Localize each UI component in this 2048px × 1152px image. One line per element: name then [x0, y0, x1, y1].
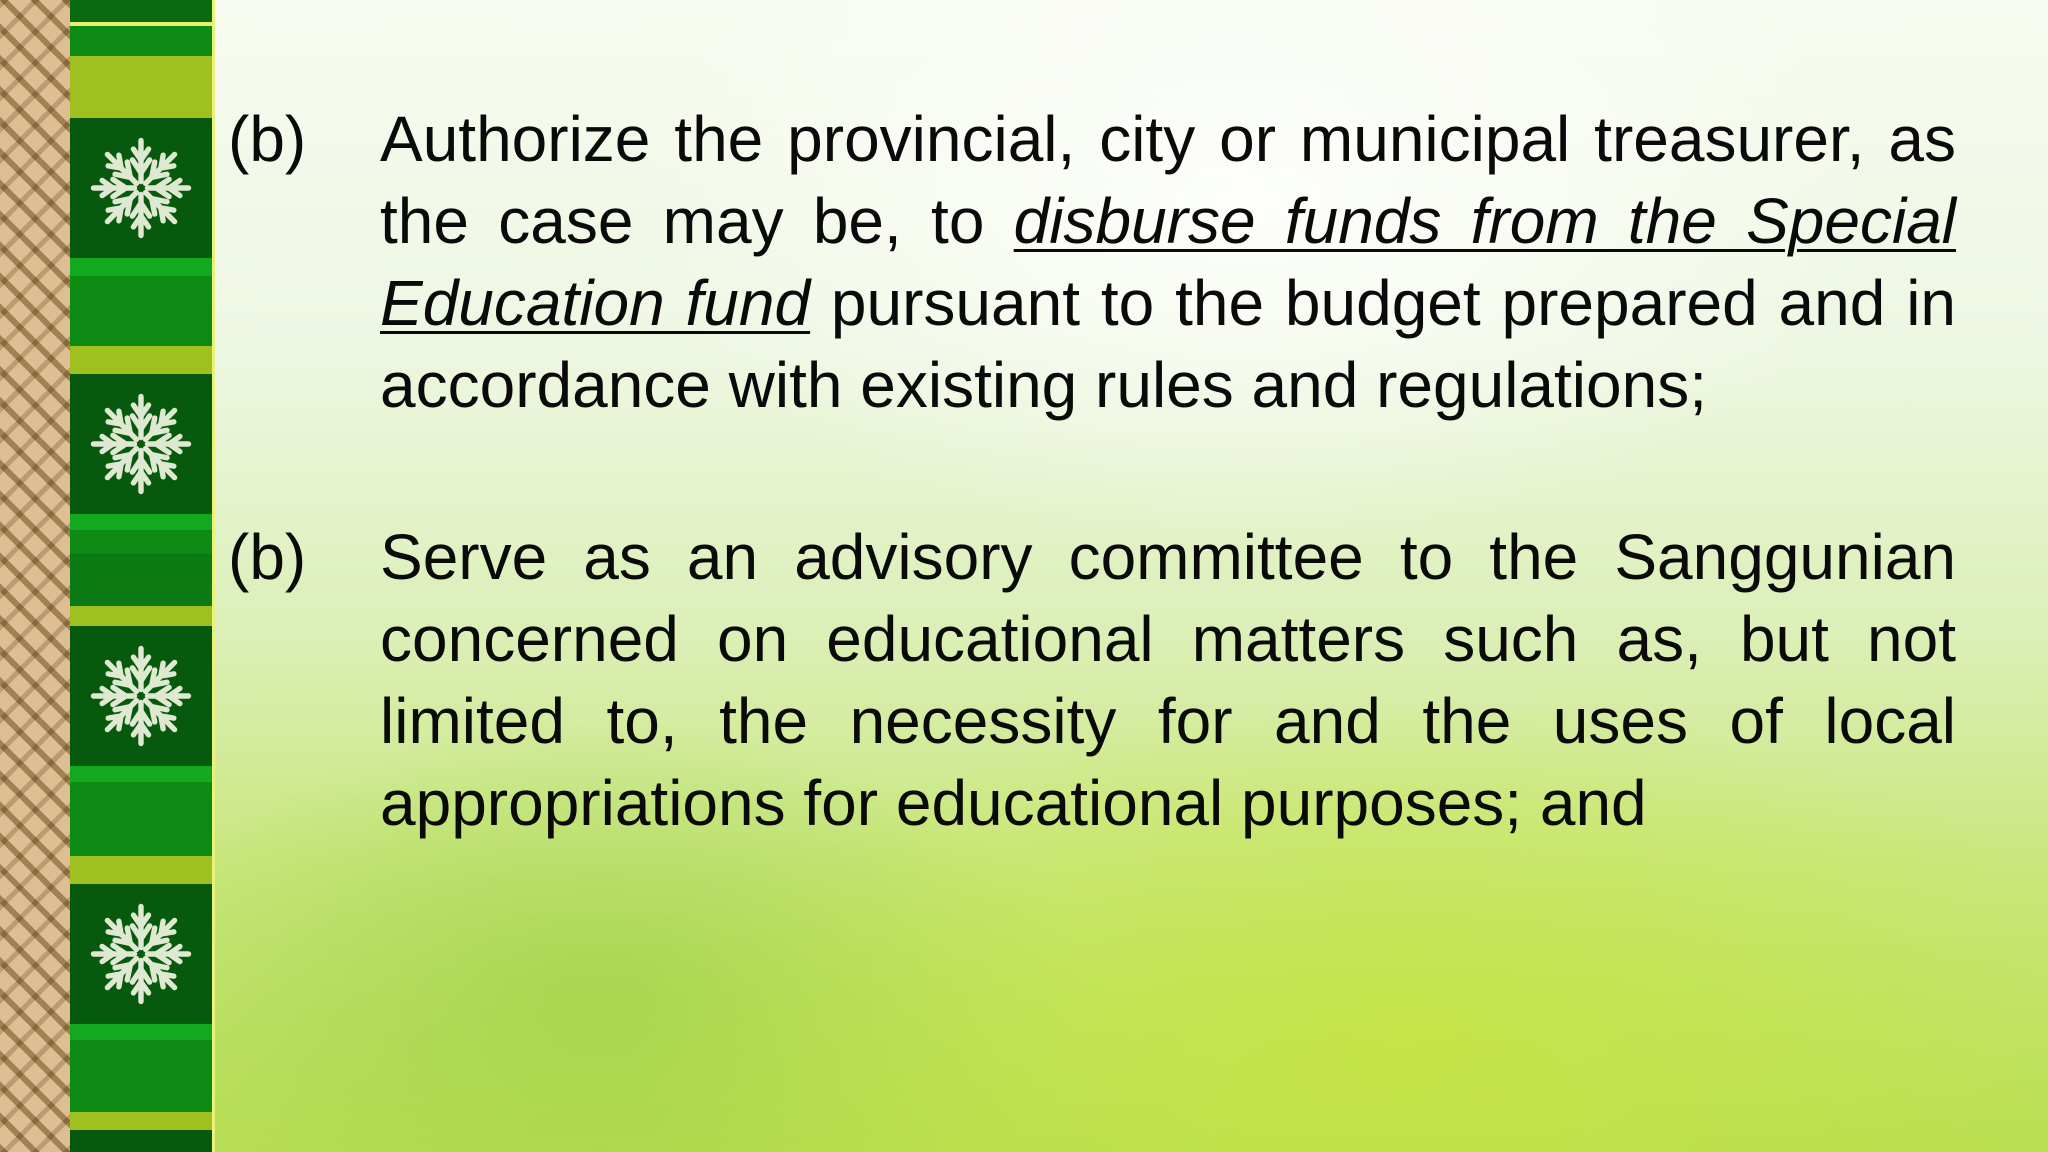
star-flower-icon	[87, 900, 195, 1008]
item-paragraph: Serve as an advisory committee to the Sanggunian concerned on educational matters such as, but not limited to, the necessity for and the uses of local appropriations for educational purposes; and	[380, 521, 1956, 839]
star-flower-icon	[87, 390, 195, 498]
border-stripe	[70, 514, 212, 530]
border-stripe	[70, 346, 212, 374]
item-label: (b)	[228, 521, 307, 593]
decorative-border-band	[70, 0, 215, 1152]
border-tile	[70, 118, 212, 258]
border-tile	[70, 626, 212, 766]
border-stripe	[70, 554, 212, 606]
border-stripe	[70, 1040, 212, 1112]
star-flower-icon	[87, 642, 195, 750]
border-tile	[70, 374, 212, 514]
border-stripe	[70, 856, 212, 884]
border-stripe	[70, 1024, 212, 1040]
border-stripe	[70, 56, 212, 118]
border-stripe	[70, 26, 212, 56]
border-tile	[70, 884, 212, 1024]
item-text-before: Authorize the provincial, city or municipal treasurer, as the case may be, to	[380, 103, 1956, 257]
border-stripe	[70, 0, 212, 22]
border-stripe	[70, 258, 212, 276]
border-stripe	[70, 1112, 212, 1130]
list-item	[228, 98, 1956, 426]
list-item	[228, 516, 1956, 844]
border-stripe	[70, 1130, 212, 1152]
star-flower-icon	[87, 134, 195, 242]
border-stripe	[70, 766, 212, 782]
item-text-after: pursuant to the budget prepared and in accordance with existing rules and regulations;	[380, 267, 1957, 421]
border-stripe	[70, 606, 212, 626]
slide-body	[228, 98, 1956, 844]
item-label: (b)	[228, 103, 307, 175]
border-stripe	[70, 782, 212, 856]
border-stripe	[70, 276, 212, 346]
border-stripe	[70, 530, 212, 554]
item-text-emphasis: disburse funds from the Special Education fund	[380, 185, 1956, 339]
item-paragraph	[380, 98, 1956, 426]
woven-mat-border	[0, 0, 70, 1152]
